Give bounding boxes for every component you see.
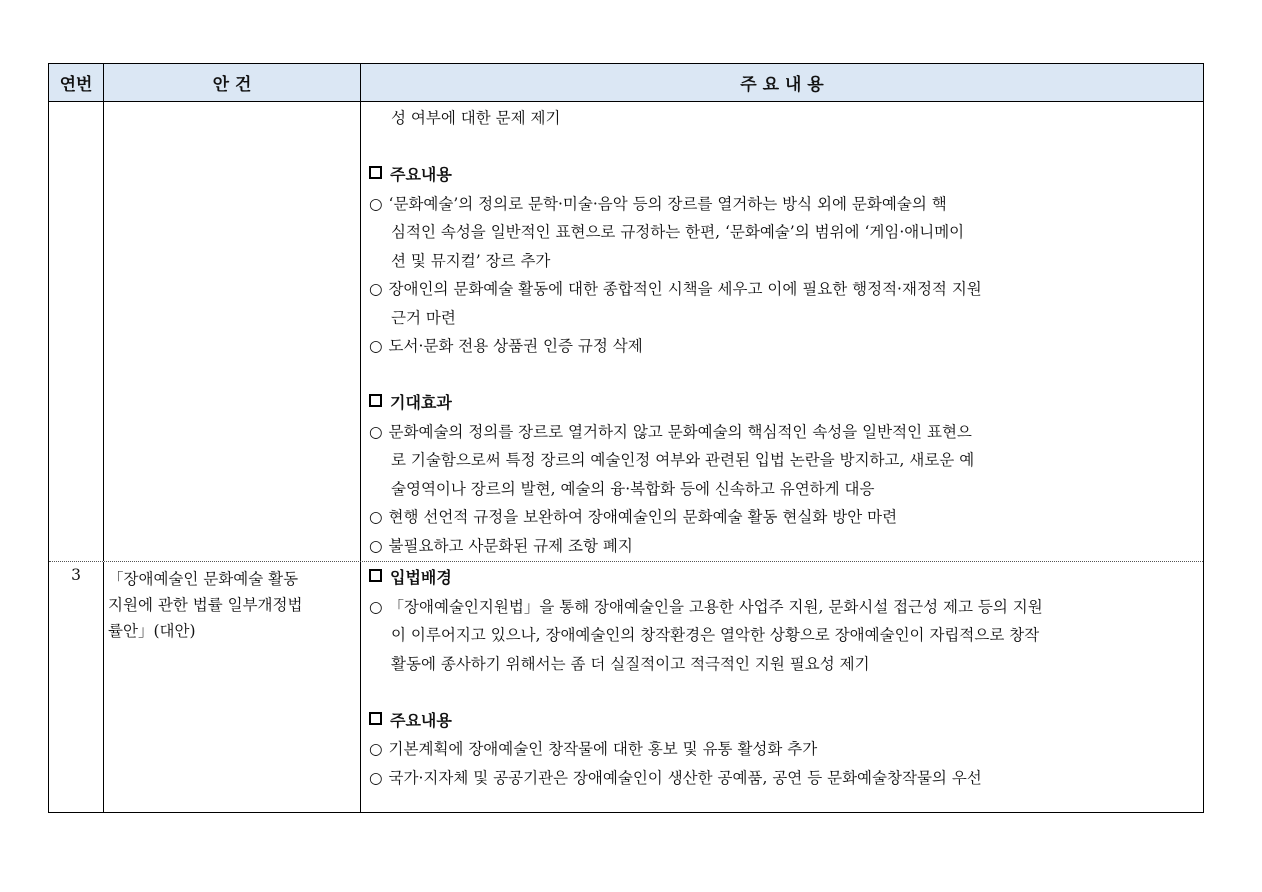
list-item: ○ 불필요하고 사문화된 규제 조항 폐지 <box>369 536 633 555</box>
list-item-continued: 근거 마련 <box>391 308 456 327</box>
row-number-cell <box>49 102 104 561</box>
list-item: ○ ‘문화예술’의 정의로 문학·미술·음악 등의 장르를 열거하는 방식 외에 문화예술의 핵 <box>369 194 947 213</box>
agenda-title-line: 률안」(대안) <box>108 622 196 640</box>
list-item: ○ 「장애예술인지원법」을 통해 장애예술인을 고용한 사업주 지원, 문화시설 접근성 제고 등의 지원 <box>369 597 1043 616</box>
list-item-continued: 이 이루어지고 있으나, 장애예술인의 창작환경은 열악한 상황으로 장애예술인이 자립적으로 창작 <box>391 626 1040 644</box>
table-row <box>49 562 1203 812</box>
square-bullet-icon <box>369 166 382 179</box>
square-bullet-icon <box>369 394 382 407</box>
list-item-continued: 로 기술함으로써 특정 장르의 예술인정 여부와 관련된 입법 논란을 방지하고, 새로운 예 <box>391 451 975 469</box>
section-heading: 주요내용 <box>369 707 1195 736</box>
section-heading: 입법배경 <box>369 564 1195 593</box>
list-item: ○ 기본계획에 장애예술인 창작물에 대한 홍보 및 유통 활성화 추가 <box>369 740 818 758</box>
header-agenda: 안 건 <box>104 64 361 101</box>
square-bullet-icon <box>369 712 382 725</box>
list-item-continued: 활동에 종사하기 위해서는 좀 더 실질적이고 적극적인 지원 필요성 제기 <box>391 654 870 673</box>
agenda-title-line: 「장애예술인 문화예술 활동 <box>108 570 299 588</box>
circle-bullet-icon: ○ <box>369 422 383 441</box>
header-content: 주 요 내 용 <box>740 75 824 95</box>
square-bullet-icon <box>369 569 382 582</box>
list-item-continued: 션 및 뮤지컬’ 장르 추가 <box>391 251 551 270</box>
agenda-title-line: 지원에 관한 법률 일부개정법 <box>108 596 303 614</box>
row-number: 3 <box>49 562 104 812</box>
row-content-cell <box>361 562 1203 812</box>
circle-bullet-icon: ○ <box>369 337 383 355</box>
row-agenda-cell <box>104 102 361 561</box>
list-item-continued: 술영역이나 장르의 발현, 예술의 융·복합화 등에 신속하고 유연하게 대응 <box>391 479 875 498</box>
continued-text: 성 여부에 대한 문제 제기 <box>391 109 561 127</box>
list-item: ○ 국가·지자체 및 공공기관은 장애예술인이 생산한 공예품, 공연 등 문화예술창작물의 우선 <box>369 768 982 787</box>
circle-bullet-icon: ○ <box>369 597 383 616</box>
agenda-title <box>104 562 361 812</box>
circle-bullet-icon: ○ <box>369 194 383 213</box>
section-heading: 주요내용 <box>369 161 1195 190</box>
circle-bullet-icon: ○ <box>369 536 383 555</box>
table-header <box>49 64 1203 102</box>
section-heading: 기대효과 <box>369 389 1195 418</box>
circle-bullet-icon: ○ <box>369 768 383 787</box>
list-item: ○ 현행 선언적 규정을 보완하여 장애예술인의 문화예술 활동 현실화 방안 마련 <box>369 508 898 526</box>
circle-bullet-icon: ○ <box>369 508 383 526</box>
list-item: ○ 장애인의 문화예술 활동에 대한 종합적인 시책을 세우고 이에 필요한 행정적·재정적 지원 <box>369 280 982 298</box>
agenda-table <box>48 63 1204 813</box>
circle-bullet-icon: ○ <box>369 280 383 298</box>
header-number: 연번 <box>49 64 104 101</box>
circle-bullet-icon: ○ <box>369 740 383 758</box>
list-item: ○ 문화예술의 정의를 장르로 열거하지 않고 문화예술의 핵심적인 속성을 일반적인 표현으 <box>369 422 972 441</box>
list-item-continued: 심적인 속성을 일반적인 표현으로 규정하는 한편, ‘문화예술’의 범위에 ‘게임·애니메이 <box>391 223 965 241</box>
table-row <box>49 102 1203 562</box>
row-content-cell <box>361 102 1203 561</box>
list-item: ○ 도서·문화 전용 상품권 인증 규정 삭제 <box>369 337 643 355</box>
